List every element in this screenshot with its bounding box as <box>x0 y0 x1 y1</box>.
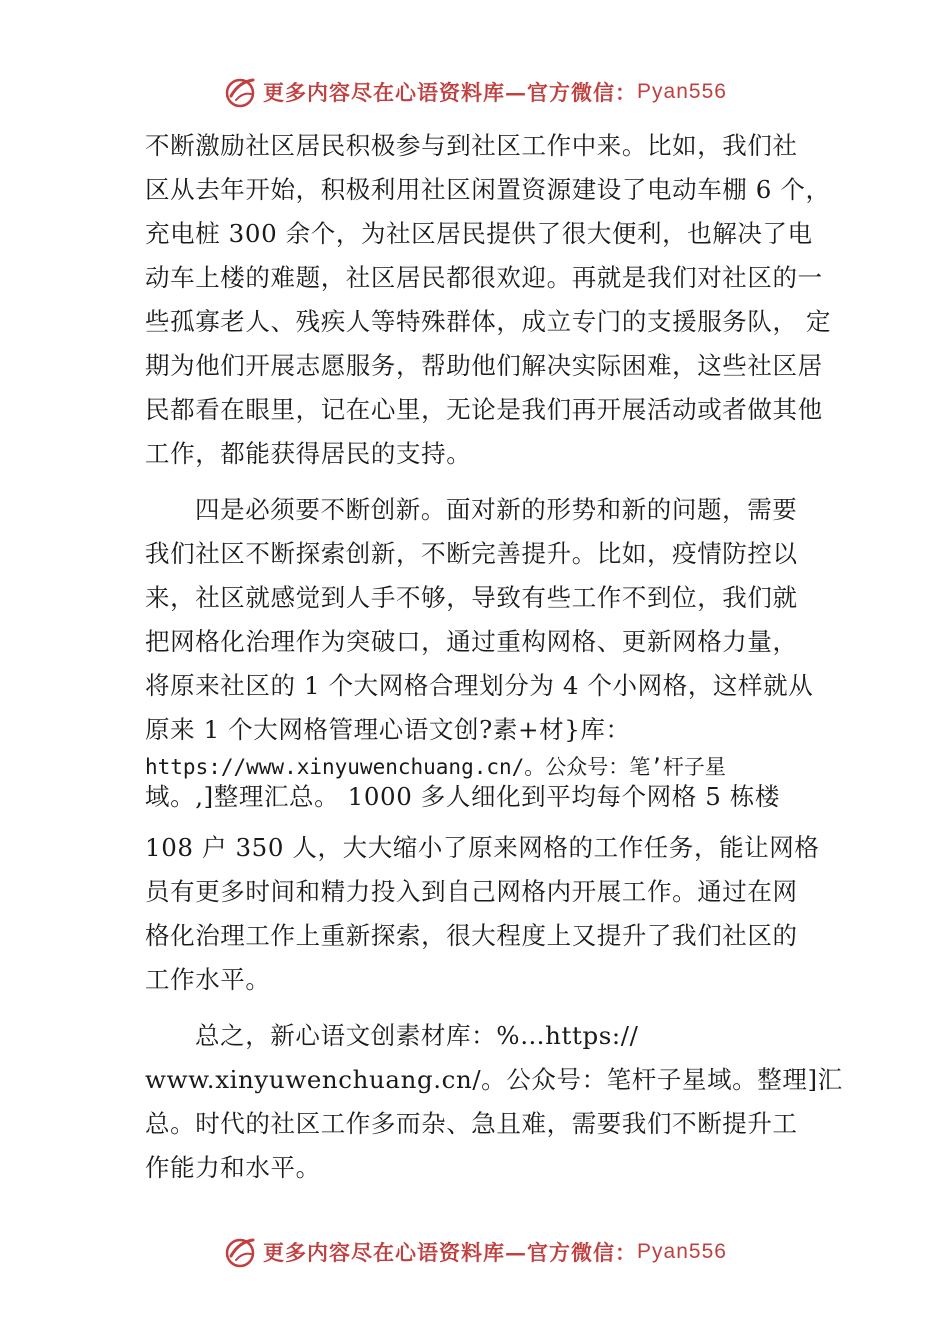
header-banner <box>0 72 950 112</box>
banner-wechat-id: Pyan556 <box>637 1240 727 1263</box>
text-line: 充电桩 300 余个，为社区居民提供了很大便利，也解决了电 <box>145 219 813 248</box>
paragraph-1 <box>145 124 832 476</box>
text-line: 区从去年开始，积极利用社区闲置资源建设了电动车棚 6 个， <box>145 175 831 204</box>
text-line: 作能力和水平。 <box>145 1153 321 1182</box>
text-line: 将原来社区的 1 个大网格合理划分为 4 个小网格，这样就从 <box>145 671 814 700</box>
brand-logo-icon <box>223 74 259 110</box>
text-line: 总之，新心语文创素材库：%…https:// <box>195 1021 639 1050</box>
text-line: 域。,]整理汇总。 1000 多人细化到平均每个网格 5 栋楼 <box>145 782 781 811</box>
text-line: 些孤寡老人、残疾人等特殊群体，成立专门的支援服务队， 定 <box>145 307 832 336</box>
footer-banner <box>0 1232 950 1272</box>
text-line: 工作水平。 <box>145 965 271 994</box>
text-line: 把网格化治理作为突破口，通过重构网格、更新网格力量， <box>145 627 798 656</box>
text-line: 工作，都能获得居民的支持。 <box>145 439 472 468</box>
text-line: https://www.xinyuwenchuang.cn/。公众号：笔’杆子星 <box>145 755 726 779</box>
text-line: 格化治理工作上重新探索，很大程度上又提升了我们社区的 <box>145 921 798 950</box>
banner-text: 更多内容尽在心语资料库—官方微信： <box>263 80 638 105</box>
text-line: 民都看在眼里，记在心里，无论是我们再开展活动或者做其他 <box>145 395 823 424</box>
paragraph-2 <box>145 488 825 1002</box>
brand-logo-icon <box>223 1234 259 1270</box>
text-line: 108 户 350 人，大大缩小了原来网格的工作任务，能让网格 <box>145 833 820 862</box>
banner-wechat-id: Pyan556 <box>637 80 727 103</box>
text-line: 总。时代的社区工作多而杂、急且难，需要我们不断提升工 <box>145 1109 798 1138</box>
text-line: www.xinyuwenchuang.cn/。公众号：笔杆子星域。整理]汇 <box>145 1065 843 1094</box>
text-line: 不断激励社区居民积极参与到社区工作中来。比如，我们社 <box>145 131 798 160</box>
text-line: 期为他们开展志愿服务，帮助他们解决实际困难，这些社区居 <box>145 351 823 380</box>
text-line: 我们社区不断探索创新，不断完善提升。比如，疫情防控以 <box>145 539 798 568</box>
text-line: 来，社区就感觉到人手不够，导致有些工作不到位，我们就 <box>145 583 798 612</box>
text-line: 动车上楼的难题，社区居民都很欢迎。再就是我们对社区的一 <box>145 263 823 292</box>
banner-text: 更多内容尽在心语资料库—官方微信： <box>263 1240 638 1265</box>
document-body <box>145 124 843 1202</box>
text-line: 四是必须要不断创新。面对新的形势和新的问题，需要 <box>195 495 798 524</box>
paragraph-3 <box>145 1014 843 1190</box>
text-line: 员有更多时间和精力投入到自己网格内开展工作。通过在网 <box>145 877 798 906</box>
text-line: 原来 1 个大网格管理心语文创?素+材}库： <box>145 715 631 744</box>
